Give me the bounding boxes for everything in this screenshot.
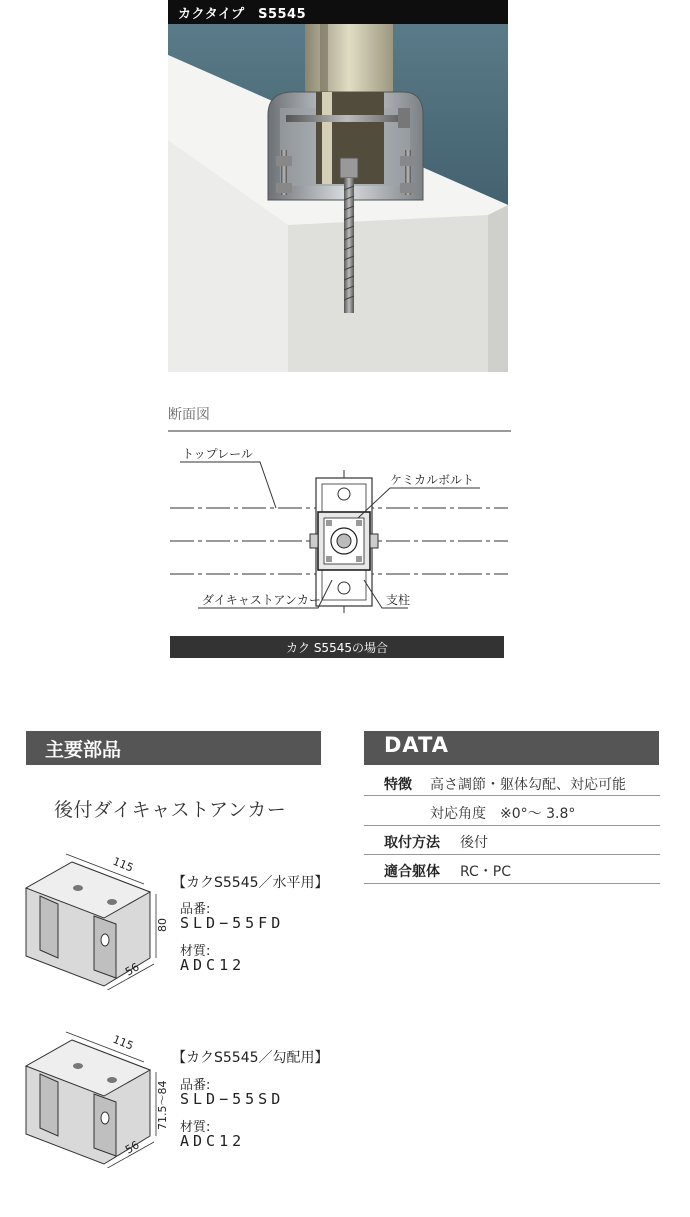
- part-number: SLD−55FD: [180, 914, 285, 932]
- callout-top-rail: トップレール: [182, 447, 253, 461]
- data-row-label: 取付方法: [384, 835, 440, 851]
- data-row-value: 高さ調節・躯体勾配、対応可能: [430, 777, 626, 793]
- anchor-product-name: 後付ダイキャストアンカー: [54, 799, 287, 821]
- material-label: 材質:: [180, 1120, 211, 1135]
- row-divider: [364, 854, 660, 855]
- callout-post: 支柱: [386, 593, 411, 607]
- data-row-value: 後付: [460, 835, 488, 851]
- callout-diecast-anchor: ダイキャストアンカー: [202, 593, 321, 607]
- anchor-render-image: [168, 0, 508, 372]
- dim-width: 56: [123, 1138, 142, 1157]
- dim-height: 80: [156, 918, 169, 932]
- part-number-label: 品番:: [180, 902, 211, 917]
- part-title: 【カクS5545／勾配用】: [172, 1050, 329, 1066]
- dim-width: 56: [123, 960, 142, 979]
- row-divider: [364, 825, 660, 826]
- data-header: DATA: [384, 733, 450, 757]
- dim-height: 71.5〜84: [156, 1080, 169, 1130]
- dim-length: 115: [110, 854, 136, 875]
- dim-length: 115: [110, 1032, 136, 1053]
- diagram-caption: カク S5545の場合: [286, 641, 388, 655]
- part-number: SLD−55SD: [180, 1090, 285, 1108]
- hero-title: カクタイプ S5545: [178, 7, 307, 22]
- material-label: 材質:: [180, 944, 211, 959]
- section-divider: [168, 430, 511, 432]
- sloped-anchor-dimensions: [20, 1018, 180, 1168]
- horizontal-anchor-dimensions: [20, 840, 180, 990]
- data-row-label: 適合躯体: [384, 864, 440, 880]
- part-number-label: 品番:: [180, 1078, 211, 1093]
- row-divider: [364, 883, 660, 884]
- callout-chemical-bolt: ケミカルボルト: [390, 473, 475, 487]
- section-diagram-label: 断面図: [168, 407, 210, 423]
- parts-header: 主要部品: [45, 739, 122, 761]
- section-diagram: [168, 440, 513, 630]
- material: ADC12: [180, 956, 246, 974]
- part-title: 【カクS5545／水平用】: [172, 875, 329, 891]
- data-row-value: RC・PC: [460, 864, 512, 880]
- data-row-value: 対応角度 ※0°～ 3.8°: [430, 806, 576, 822]
- data-row-label: 特徴: [384, 777, 412, 793]
- material: ADC12: [180, 1132, 246, 1150]
- row-divider: [364, 795, 660, 796]
